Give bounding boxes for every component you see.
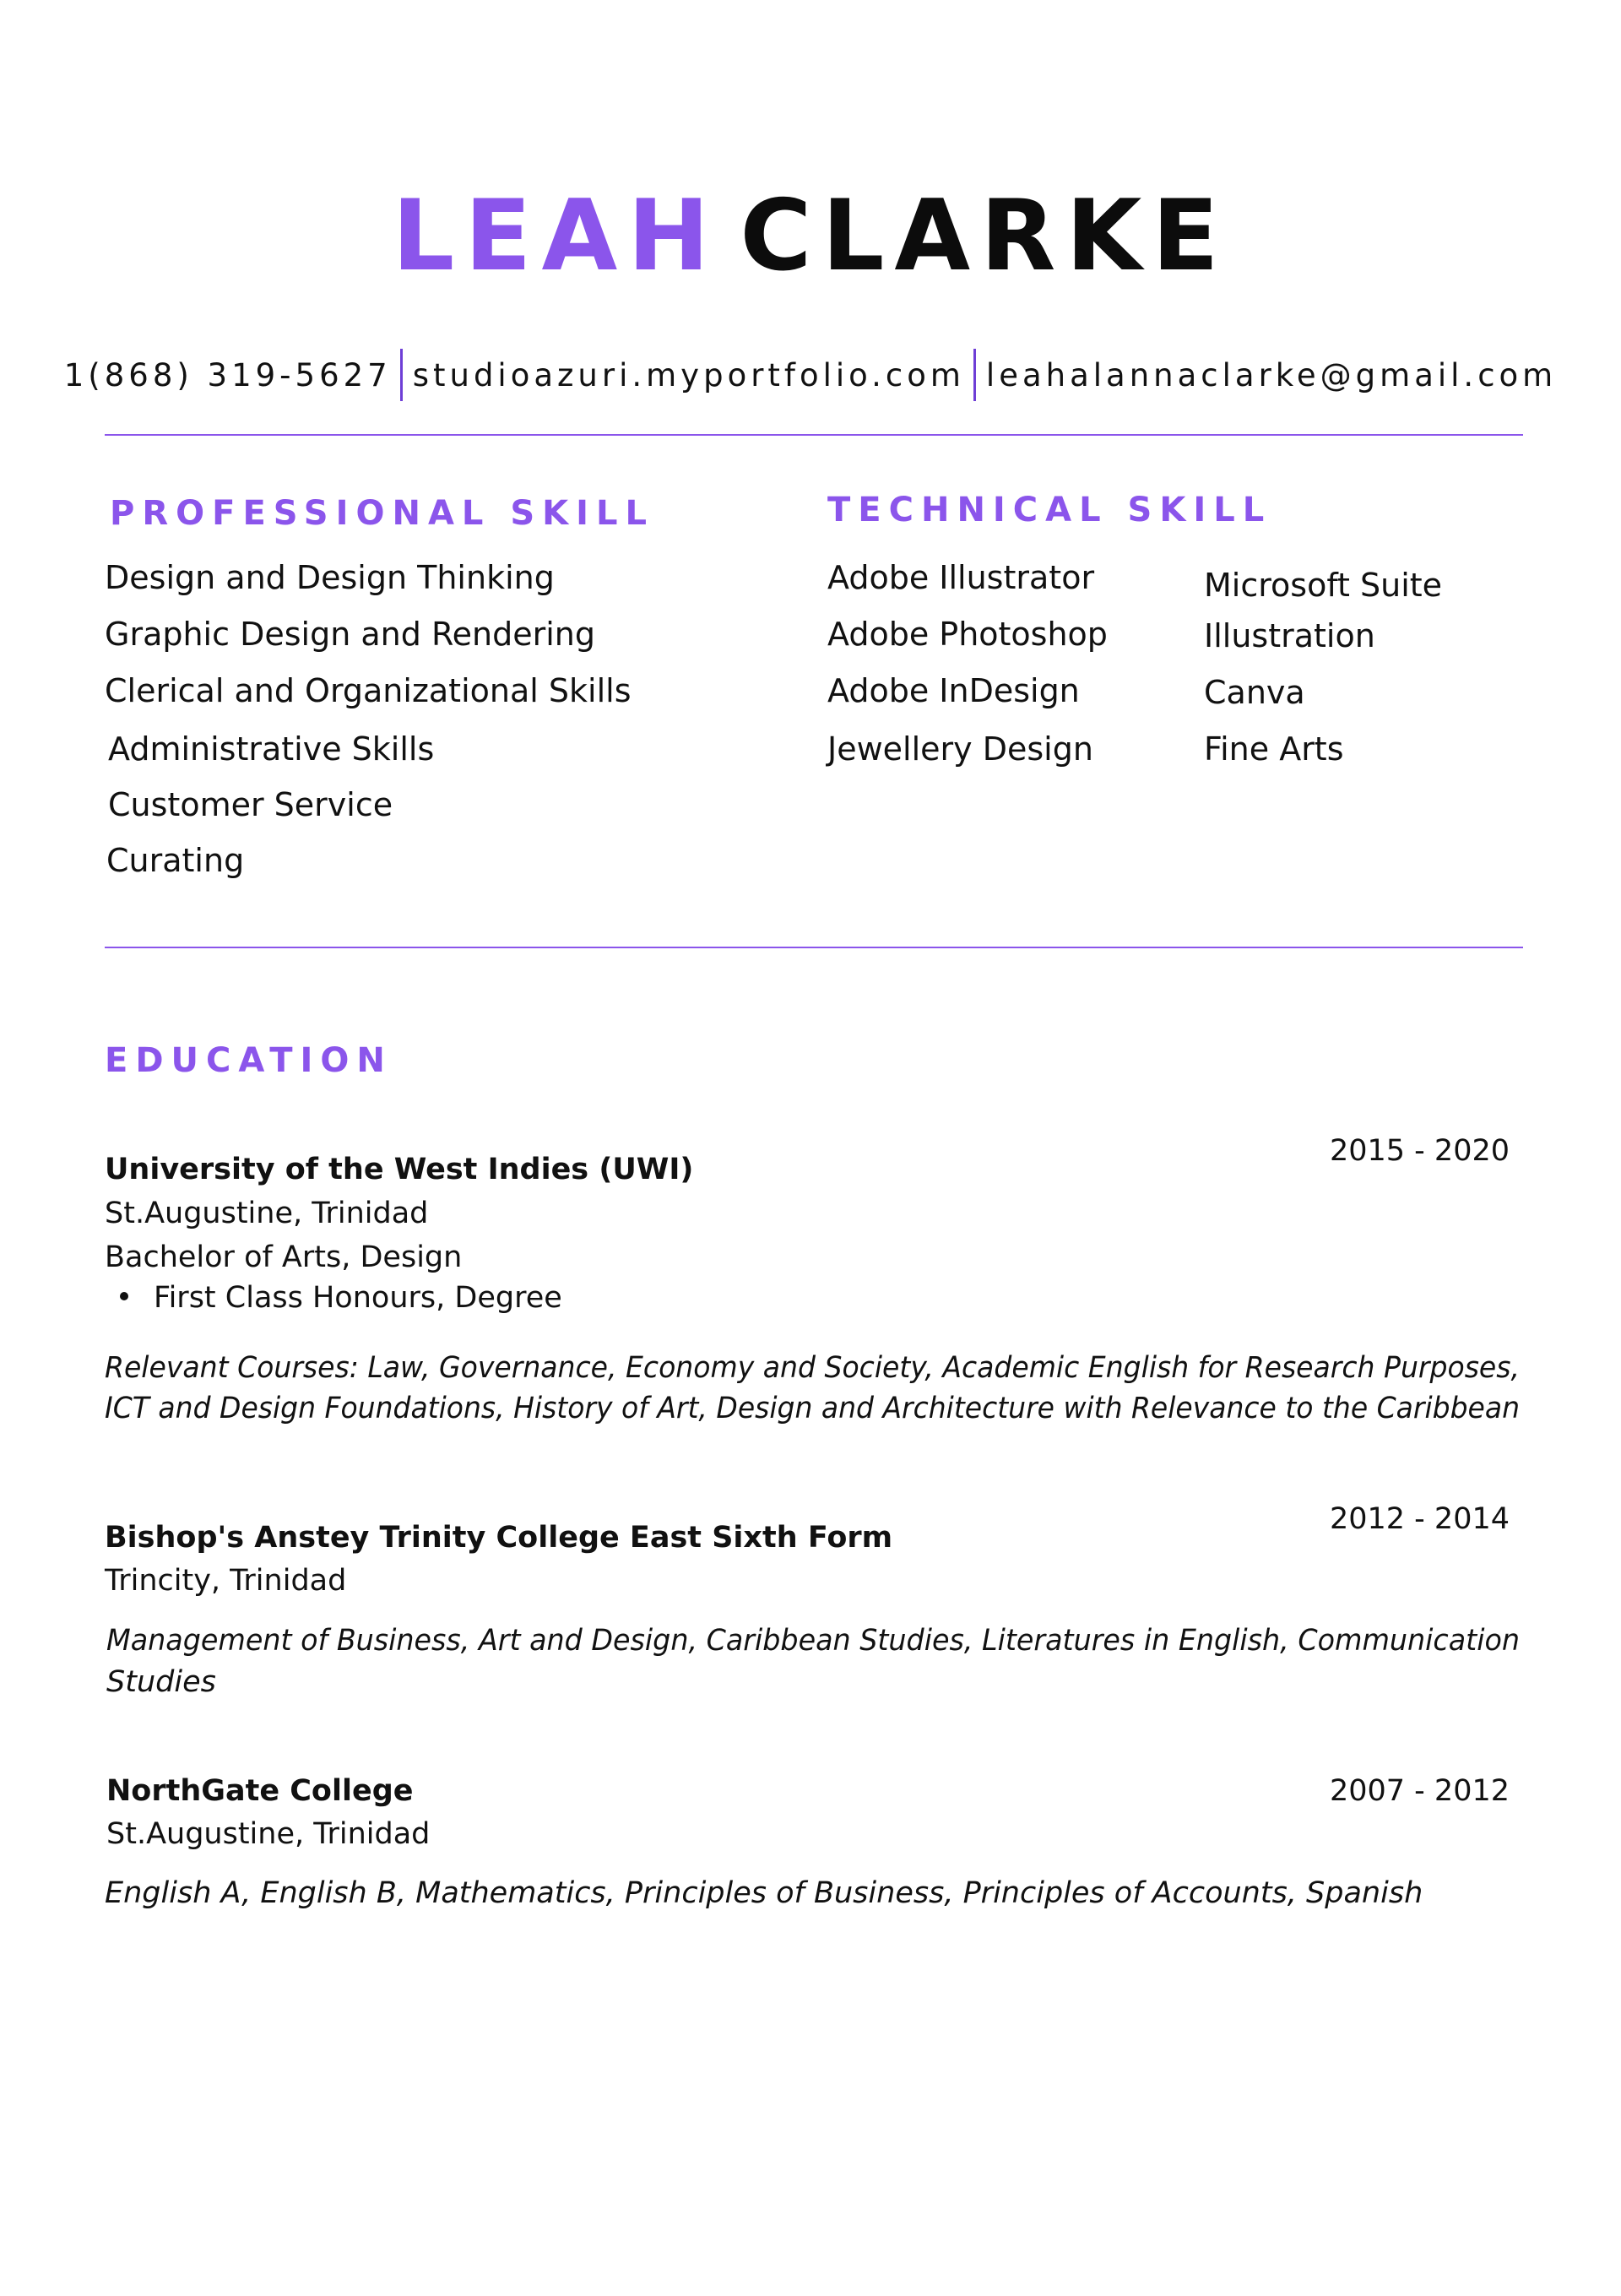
school-location: St.Augustine, Trinidad	[105, 1197, 429, 1230]
honours-text: First Class Honours, Degree	[154, 1281, 562, 1315]
professional-skill-item: Design and Design Thinking	[105, 559, 555, 596]
professional-skill-item: Customer Service	[108, 786, 393, 823]
section-divider	[105, 947, 1523, 948]
professional-skill-item: Administrative Skills	[108, 730, 435, 768]
bullet-dot	[120, 1292, 128, 1300]
last-name: CLARKE	[740, 179, 1229, 293]
honours-bullet	[120, 1277, 562, 1319]
professional-skill-item: Graphic Design and Rendering	[105, 616, 595, 653]
relevant-courses: Relevant Courses: Law, Governance, Economy and Society, Academic English for Research Purposes,	[105, 1351, 1520, 1385]
subjects: Studies	[106, 1665, 216, 1699]
technical-skill-item: Adobe InDesign	[827, 672, 1080, 709]
portfolio-link[interactable]: studioazuri.myportfolio.com	[412, 357, 965, 394]
school-name: Bishop's Anstey Trinity College East Sixth Form	[105, 1521, 893, 1555]
education-years: 2015 - 2020	[1329, 1134, 1510, 1168]
contact-divider	[973, 349, 976, 401]
phone-number: 1(868) 319-5627	[63, 357, 392, 394]
school-location: St.Augustine, Trinidad	[106, 1817, 431, 1851]
technical-skill-item: Fine Arts	[1204, 730, 1344, 768]
first-name: LEAH	[392, 179, 720, 293]
education-years: 2012 - 2014	[1329, 1502, 1510, 1536]
professional-skill-heading: PROFESSIONAL SKILL	[110, 494, 654, 533]
section-divider	[105, 434, 1523, 436]
technical-skill-item: Jewellery Design	[827, 730, 1093, 768]
technical-skill-item: Adobe Illustrator	[827, 559, 1095, 596]
technical-skill-item: Adobe Photoshop	[827, 616, 1108, 653]
education-heading: EDUCATION	[105, 1041, 393, 1080]
school-location: Trincity, Trinidad	[105, 1564, 347, 1598]
technical-skill-item: Illustration	[1204, 617, 1375, 654]
technical-skill-item: Canva	[1204, 674, 1305, 711]
relevant-courses: ICT and Design Foundations, History of Art, Design and Architecture with Relevance to the Caribbean	[105, 1392, 1520, 1425]
name-heading	[0, 177, 1621, 296]
email-link[interactable]: leahalannaclarke@gmail.com	[985, 357, 1558, 394]
school-name: NorthGate College	[106, 1774, 414, 1808]
subjects: Management of Business, Art and Design, Caribbean Studies, Literatures in English, Communication	[106, 1624, 1520, 1658]
technical-skill-heading: TECHNICAL SKILL	[827, 491, 1272, 529]
technical-skill-item: Microsoft Suite	[1204, 567, 1443, 604]
contact-divider	[400, 349, 403, 401]
school-name: University of the West Indies (UWI)	[105, 1153, 694, 1186]
professional-skill-item: Clerical and Organizational Skills	[105, 672, 632, 709]
professional-skill-item: Curating	[106, 842, 245, 879]
education-years: 2007 - 2012	[1329, 1774, 1510, 1808]
subjects: English A, English B, Mathematics, Principles of Business, Principles of Accounts, Spanish	[105, 1876, 1423, 1910]
contact-line	[0, 350, 1621, 404]
degree: Bachelor of Arts, Design	[105, 1240, 463, 1274]
